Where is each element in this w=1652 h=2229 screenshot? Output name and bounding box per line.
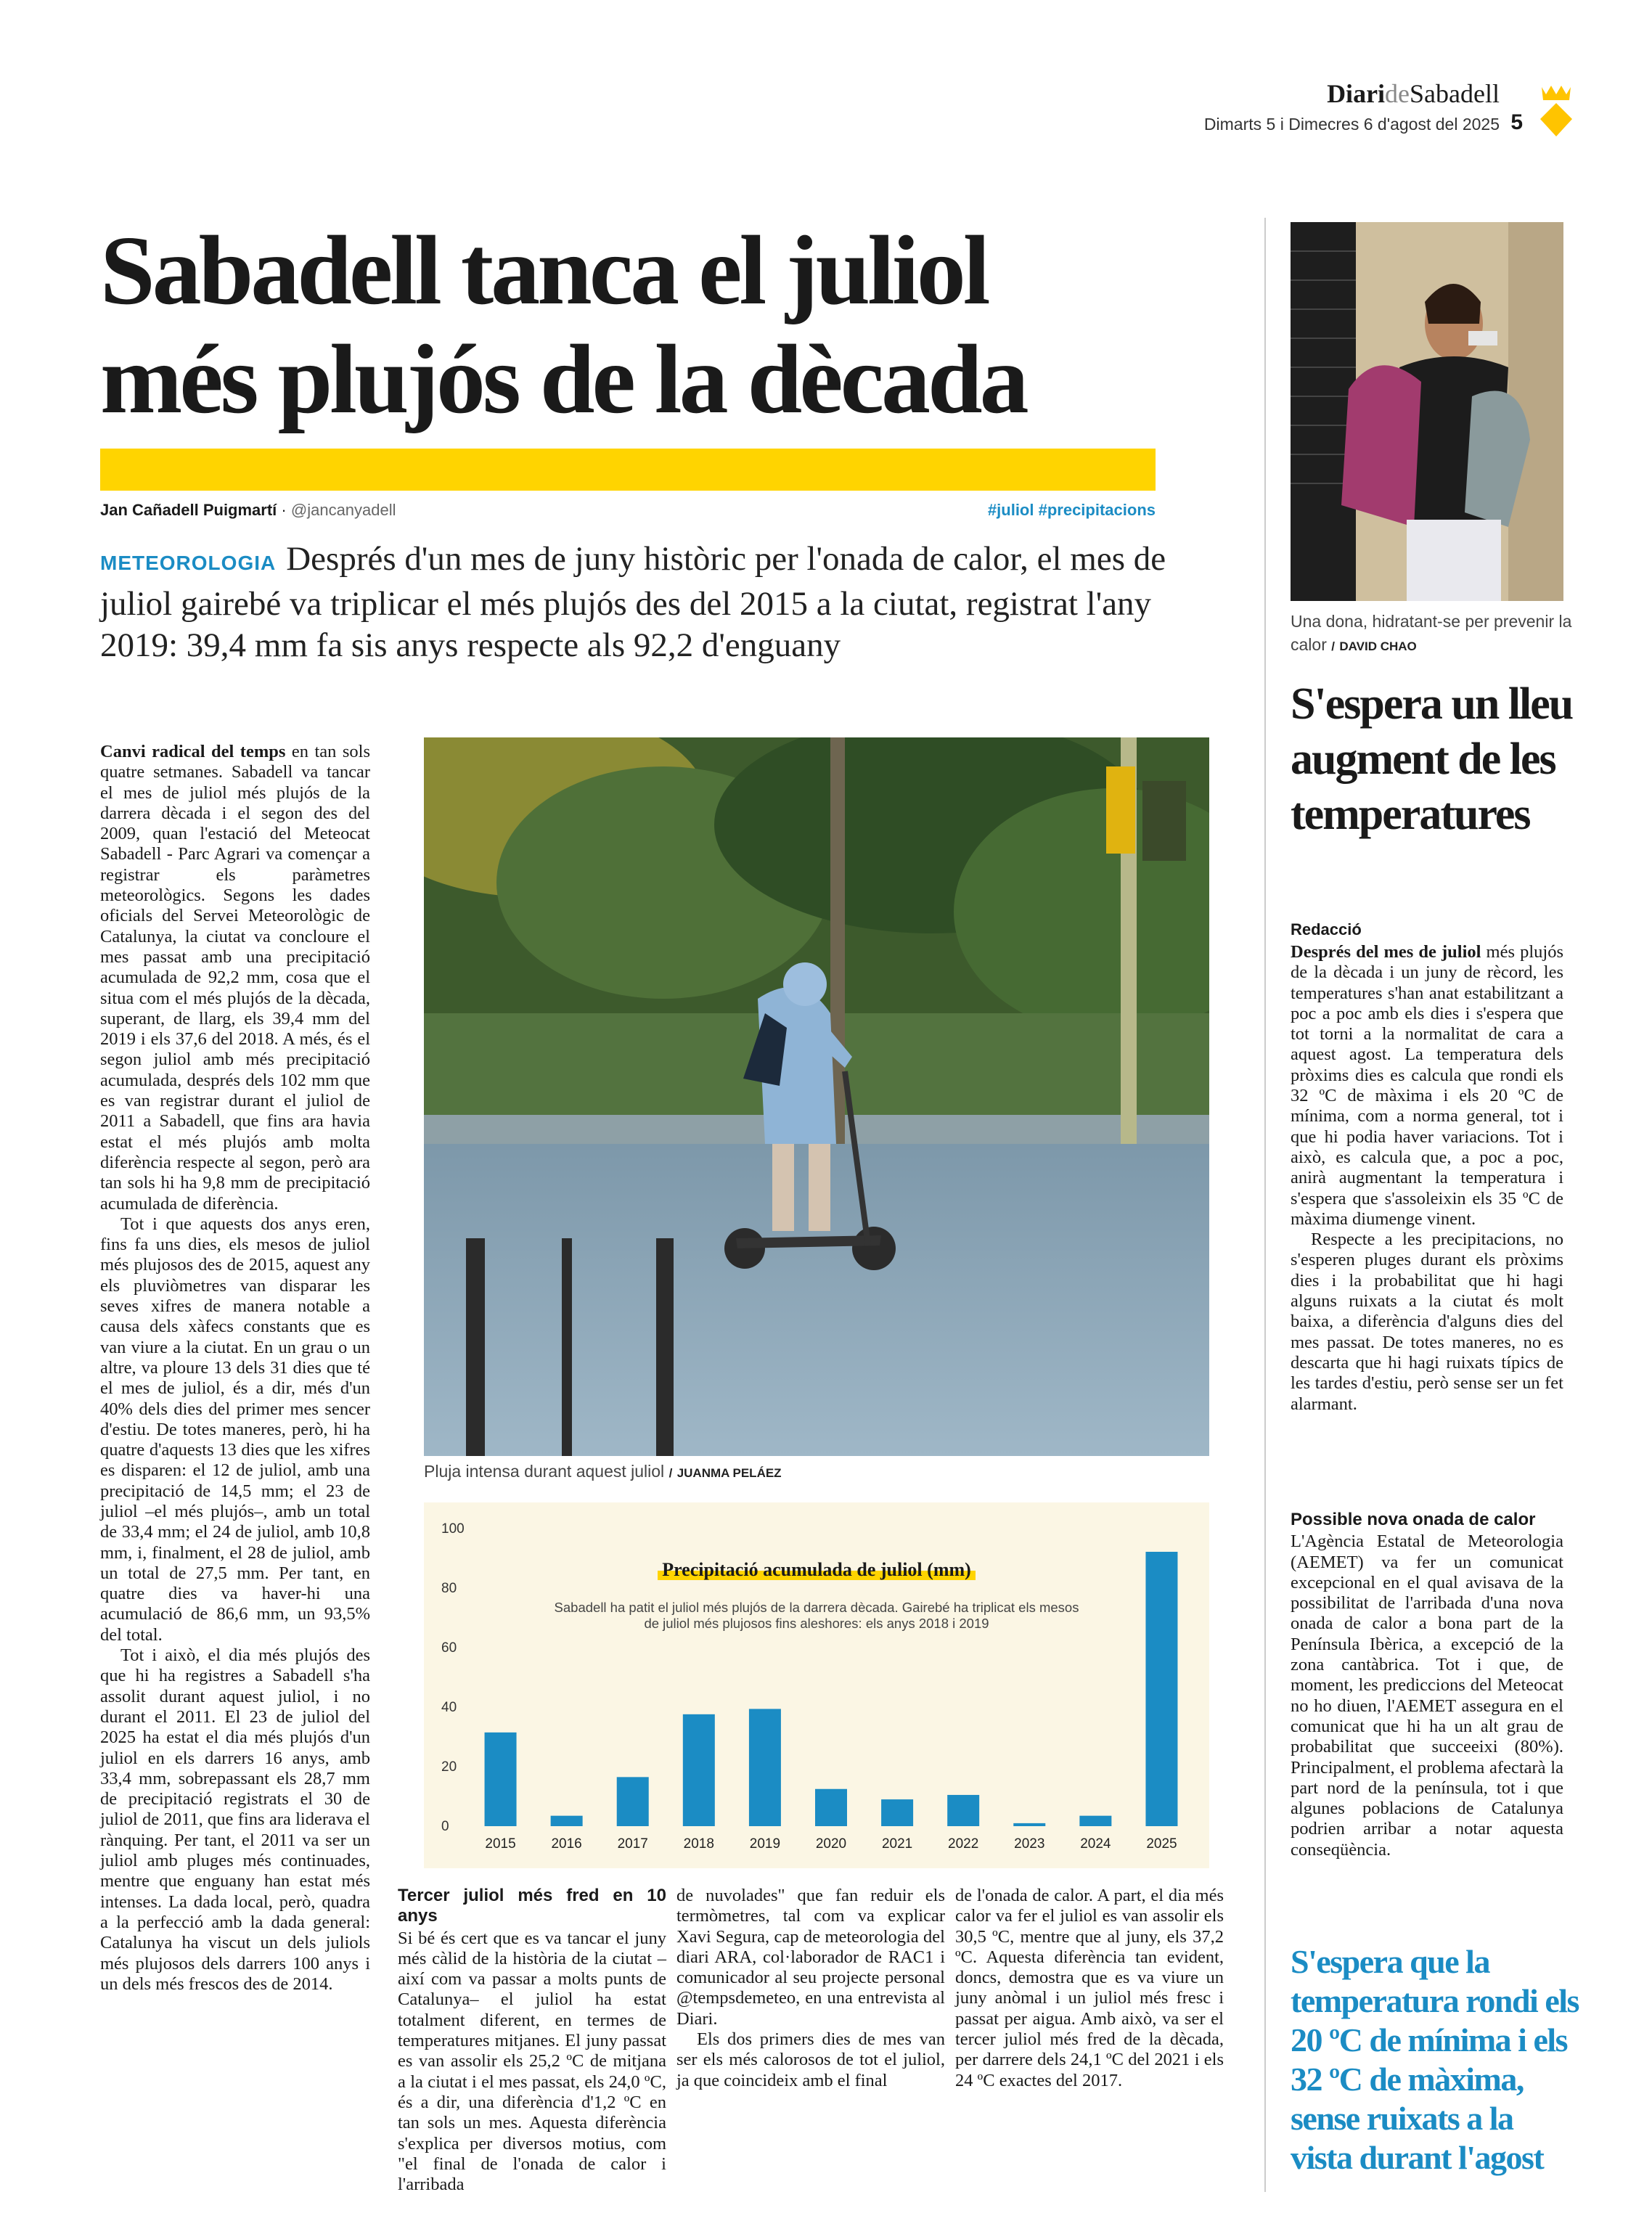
photo-caption: Pluja intensa durant aquest juliol / JUANMA PELÁEZ (424, 1462, 782, 1481)
city-crest-icon (1539, 84, 1574, 138)
x-tick-label-2022: 2022 (948, 1836, 979, 1852)
article-column-3: de nuvolades" que fan reduir els termòmetres, tal com va explicar Xavi Segura, cap de meteorologia del diari ARA, col·laborador de RAC1 i comunicador al seu projecte personal @tempsdemeteo, en una entrevista al Diari. Els dos primers dies de mes van ser els més calorosos de tot el juliol, ja que coincideix amb el final (676, 1886, 945, 2090)
sidebar-byline: Redacció (1291, 920, 1362, 938)
x-tick-label-2021: 2021 (881, 1836, 913, 1852)
x-tick-label-2018: 2018 (683, 1836, 714, 1852)
sidebar-pull-quote: S'espera que la temperatura rondi els 20 ºC de mínima i els 32 ºC de màxima, sense ruixats a la vista durant l'agost (1291, 1943, 1579, 2176)
article-column-1: Canvi radical del temps en tan sols quatre setmanes. Sabadell va tancar el mes de juliol més plujós de la darrera dècada i el segon des del 2009, quan l'estació del Meteocat Sabadell - Parc Agrari va començar a registrar els paràmetres meteorològics. Segons les dades oficials del Servei Meteorològic de Catalunya, la ciutat va concloure el mes passat amb una precipitació acumulada de 92,2 mm, cosa que el situa com el més plujós de la dècada, superant, de llarg, els 39,4 mm del 2019 i els 37,6 del 2018. A més, és el segon juliol amb més precipitació acumulada, després dels 102 mm que es van registrar durant el juliol de 2011 a Sabadell, que fins ara havia estat el més plujós amb molta diferència respecte al segon, però ara tan sols hi ha 9,8 mm de precipitació acumulada de diferència. Tot i que aquests dos anys eren, fins fa uns dies, els mesos de juliol més plujosos des de 2015, aquest any els pluviòmetres van disparar les seves xifres de manera notable a causa dels xàfecs constants que es van viure a la ciutat. En un grau o un altre, va ploure 13 dels 31 dies que té el mes de juliol, és a dir, més d'un 40% dels dies del primer mes sencer d'estiu. De totes maneres, però, hi ha quatre d'aquests 13 dies que les xifres es disparen: el 12 de juliol, amb una precipitació de 14,5 mm; el 23 de juliol –el més plujós–, amb un total de 33,4 mm; el 24 de juliol, amb 10,8 mm, i, finalment, el 28 de juliol, amb un total de 27,5 mm. Per tant, en quatre dies va haver-hi una acumulació de 86,6 mm, un 93,5% del total. Tot i això, el dia més plujós des que hi ha registres a Sabadell s'ha assolit durant aquest juliol, i no durant el 2011. El 23 de juliol del 2025 ha estat el dia més plujós d'un juliol en els darrers 16 anys, amb 33,4 mm, sobrepassant els 28,7 mm de precipitació registrats el 30 de juliol de 2011, que fins ara liderava el rànquing. Per tant, el 2011 va ser un juliol amb pluges més continuades, mentre que enguany han estat més intenses. La dada local, però, quadra a la perfecció amb la dada general: Catalunya ha viscut un dels juliols més plujosos dels darrers 100 anys i un dels més frescos des de 2014. (100, 742, 370, 1994)
sidebar-photo-caption: Una dona, hidratant-se per prevenir la calor / DAVID CHAO (1291, 612, 1572, 654)
x-tick-label-2025: 2025 (1146, 1836, 1177, 1852)
photo-credit: JUANMA PELÁEZ (676, 1466, 782, 1480)
author-line: Jan Cañadell Puigmartí · @jancanyadell (100, 501, 396, 519)
sidebar-divider (1264, 218, 1266, 2192)
bar-2016 (551, 1816, 583, 1826)
sidebar-headline: S'espera un lleu augment de les temperatures (1291, 679, 1573, 839)
sidebar-column: Després del mes de juliol més plujós de la dècada i un juny de rècord, les temperatures s'han anat estabilitzant a poc a poc amb els dies i s'espera que tot torni a la normalitat de cara a aquest agost. La temperatura dels pròxims dies es calcula que rondi els 32 ºC de màxima i els 20 ºC de mínima, com a norma general, tot i que hi podia haver variacions. Tot i això, es calcula que, a poc a poc, anirà augmentant la temperatura i s'espera que s'assoleixin els 35 ºC de màxima diumenge vinent. Respecte a les precipitacions, no s'esperen pluges durant els pròxims dies i la probabilitat que hi hagi alguns ruixats a la ciutat és molt baixa, a diferència d'alguns dies del mes passat. De totes maneres, no es descarta que hi hagi ruixats típics de les tardes d'estiu, però sense ser un fet alarmant. (1291, 942, 1563, 1414)
bar-2024 (1079, 1816, 1111, 1826)
x-tick-label-2024: 2024 (1080, 1836, 1111, 1852)
y-tick-label-100: 100 (441, 1521, 465, 1537)
bar-2025 (1145, 1552, 1177, 1826)
x-tick-label-2016: 2016 (551, 1836, 582, 1852)
woman-drinking-photo (1291, 222, 1563, 601)
article-lead: METEOROLOGIA Després d'un mes de juny històric per l'onada de calor, el mes de juliol gairebé va triplicar el més plujós des del 2015 a la ciutat, registrat l'any 2019: 39,4 mm fa sis anys respecte als 92,2 d'enguany (100, 540, 1166, 664)
bar-2020 (815, 1789, 847, 1826)
sidebar-subheading: Possible nova onada de calor (1291, 1510, 1536, 1529)
x-tick-label-2017: 2017 (617, 1836, 648, 1852)
bar-2017 (617, 1777, 649, 1826)
bar-2019 (749, 1709, 781, 1826)
y-tick-label-40: 40 (441, 1700, 457, 1715)
issue-date: Dimarts 5 i Dimecres 6 d'agost del 2025 (1203, 115, 1500, 134)
x-tick-label-2020: 2020 (815, 1836, 847, 1852)
bar-2022 (947, 1795, 979, 1826)
x-tick-label-2015: 2015 (485, 1836, 516, 1852)
page-number: 5 (1510, 110, 1523, 134)
subheading-cold-july: Tercer juliol més fred en 10 anys (398, 1886, 666, 1926)
x-tick-label-2019: 2019 (749, 1836, 781, 1852)
sidebar-photo-credit: DAVID CHAO (1339, 639, 1417, 653)
chart-subtitle: Sabadell ha patit el juliol més plujós de la darrera dècada. Gairebé ha triplicat els mesos de juliol més plujosos fins aleshores: els anys 2018 i 2019 (554, 1600, 1079, 1631)
article-column-2: Tercer juliol més fred en 10 anys Si bé és cert que es va tancar el juny més càlid de la història de la ciutat –així com va passar a molts punts de Catalunya– el juliol ha estat totalment diferent, en termes de temperatures mitjanes. El juny passat es van assolir els 25,2 ºC de mitjana a la ciutat i el mes passat, els 24,0 ºC, és a dir, una diferència d'1,2 ºC en tan sols un mes. Aquesta diferència s'explica per diversos motius, com "el final de l'onada de calor i l'arribada (398, 1886, 666, 2195)
sidebar-column-2: Possible nova onada de calor L'Agència Estatal de Meteorologia (AEMET) va fer un comunicat excepcional en el qual avisava de la possibilitat de l'arribada d'una nova onada de calor a bona part de la Península Ibèrica, a excepció de la zona cantàbrica. Tot i que, de moment, les prediccions del Meteocat no ho diuen, l'AEMET assegura en el comunicat que hi ha un alt grau de probabilitat que succeeixi (80%). Principalment, el problema afectarà la part nord de la península, tot i que algunes poblacions de Catalunya podrien arribar a notar aquesta conseqüència. (1291, 1510, 1563, 1860)
x-tick-label-2023: 2023 (1014, 1836, 1045, 1852)
newspaper-brand: DiarideSabadell (1327, 79, 1500, 108)
author-handle: @jancanyadell (290, 501, 396, 519)
section-label: METEOROLOGIA (100, 552, 277, 574)
y-tick-label-0: 0 (441, 1819, 449, 1834)
headline-accent-bar (100, 449, 1156, 491)
bar-2018 (683, 1714, 715, 1826)
article-headline: Sabadell tanca el juliol més plujós de la dècada (100, 216, 1026, 434)
article-tags[interactable]: #juliol #precipitacions (987, 501, 1156, 519)
y-tick-label-20: 20 (441, 1759, 457, 1775)
bar-2021 (881, 1799, 913, 1826)
chart-title: Precipitació acumulada de juliol (mm) (424, 1559, 1209, 1581)
y-tick-label-80: 80 (441, 1581, 457, 1596)
rain-scooter-photo (424, 737, 1209, 1456)
precipitation-chart-canvas (424, 1502, 1209, 1868)
precipitation-chart (424, 1502, 1209, 1868)
bar-2015 (485, 1733, 517, 1826)
bar-2023 (1013, 1823, 1045, 1826)
y-tick-label-60: 60 (441, 1640, 457, 1656)
article-column-4: de l'onada de calor. A part, el dia més calor va fer el juliol es van assolir els 30,5 ºC, mentre que al juny, els 37,2 ºC. Aquesta diferència tan evident, doncs, demostra que es va viure un juny anòmal i un juliol més fresc i passat per aigua. Amb això, va ser el tercer juliol més fred de la dècada, per darrere dels 24,1 ºC del 2021 i els 24 ºC exactes del 2017. (955, 1886, 1224, 2090)
